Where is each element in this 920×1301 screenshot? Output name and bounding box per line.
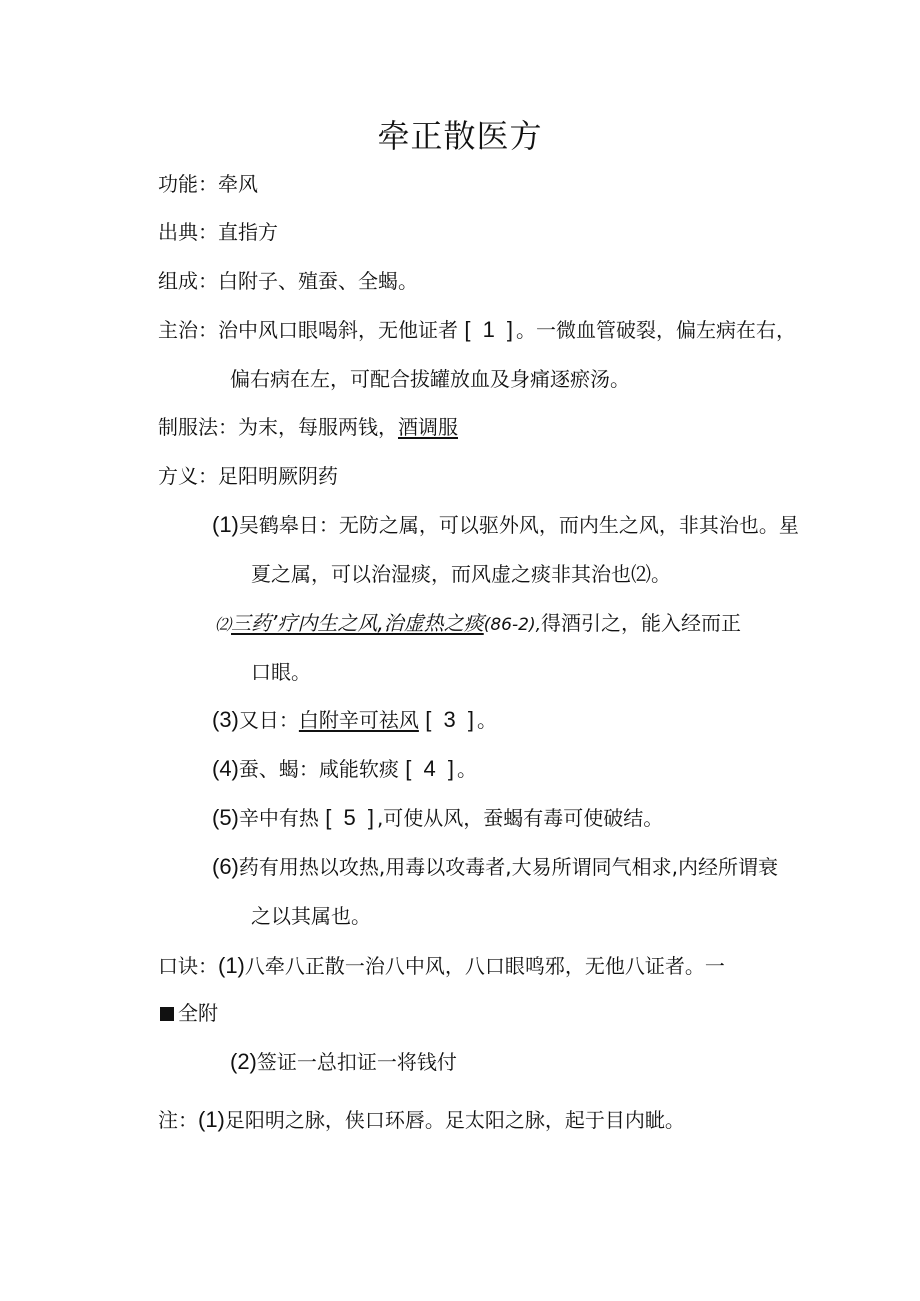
item-text: 吴鹤皋日：无防之属，可以驱外风，而内生之风，非其治也。星 [238, 513, 799, 537]
list-item-continuation: 口眼。 [251, 660, 311, 684]
item-number: (6) [212, 854, 239, 879]
list-item [212, 754, 477, 784]
source-text: 直指方 [218, 220, 278, 244]
mnemonic-line-2 [160, 998, 218, 1028]
mnemonic-text: 八牵八正散一治八中风，八口眼鸣邪，无他八证者。一 [244, 954, 725, 978]
mnemonic-line-3 [230, 1047, 457, 1077]
mnemonic-text-2: 全附 [178, 1001, 218, 1025]
mnemonic-number: (1) [218, 953, 245, 978]
rationale-label: 方义： [158, 464, 218, 488]
list-item-continuation: 夏之属，可以治湿痰，而风虚之痰非其治也⑵。 [251, 562, 671, 586]
source-label: 出典： [158, 220, 218, 244]
function-label: 功能： [158, 172, 218, 196]
list-item [212, 510, 799, 540]
item-tail: 。 [456, 757, 477, 781]
source-line [158, 217, 278, 247]
reference-mark: [ 4 ] [405, 756, 457, 781]
preparation-underlined: 酒调服 [398, 415, 458, 439]
function-text: 牵风 [218, 172, 258, 196]
indication-text: 治中风口眼喝斜，无他证者 [218, 318, 458, 342]
indication-line-2: 偏右病在左，可配合拔罐放血及身痛逐瘀汤。 [230, 367, 630, 391]
note-label: 注： [158, 1108, 198, 1132]
list-item-continuation: 之以其属也。 [251, 904, 371, 928]
preparation-text: 为末，每服两钱， [238, 415, 398, 439]
note-line [158, 1105, 685, 1135]
item-number: (3) [212, 707, 239, 732]
item-tail: 。 [476, 708, 497, 732]
note-text: 足阳明之脉，侠口环唇。足太阳之脉，起于目内眦。 [224, 1108, 685, 1132]
composition-line [158, 266, 418, 296]
rationale-line [158, 461, 338, 491]
reference-mark: [ 3 ] [425, 707, 477, 732]
item-tail: ,可使从风，蚕蝎有毒可使破结。 [376, 806, 664, 830]
item-text: 得酒引之，能入经而正 [541, 611, 741, 635]
reference-mark: [ 5 ] [325, 805, 377, 830]
composition-text: 白附子、殖蚕、全蝎。 [218, 269, 418, 293]
page-title: 牵正散医方 [377, 117, 543, 155]
item-underlined: 白附辛可祛风 [298, 708, 419, 732]
item-text: 药有用热以攻热,用毒以攻毒者,大易所谓同气相求,内经所谓衰 [238, 855, 778, 879]
item-number: (1) [212, 512, 239, 537]
list-item [212, 852, 778, 882]
preparation-line [158, 412, 458, 442]
mnemonic-text-3: 签证一总扣证一将钱付 [256, 1050, 457, 1074]
note-number: (1) [198, 1107, 225, 1132]
preparation-label: 制服法： [158, 415, 238, 439]
item-number: ⑵ [215, 615, 232, 634]
indication-text-2: 。一微血管破裂，偏左病在右， [516, 318, 797, 342]
item-paren: (86-2), [483, 615, 541, 635]
square-bullet-icon [160, 1007, 174, 1021]
indication-label: 主治： [158, 318, 218, 342]
mnemonic-line [158, 951, 725, 981]
list-item [212, 705, 497, 735]
item-text: 又日： [238, 708, 299, 732]
item-number: (5) [212, 805, 239, 830]
function-line [158, 169, 258, 199]
item-italic-text: 三药’疗内生之风,治虚热之痰 [231, 611, 484, 635]
item-number: (4) [212, 756, 239, 781]
item-text: 蚕、蝎：咸能软痰 [238, 757, 399, 781]
list-item [212, 803, 663, 833]
composition-label: 组成： [158, 269, 218, 293]
item-text: 辛中有热 [238, 806, 319, 830]
rationale-text: 足阳明厥阴药 [218, 464, 338, 488]
indication-line [158, 315, 796, 345]
list-item [215, 608, 741, 640]
mnemonic-number-2: (2) [230, 1049, 257, 1074]
mnemonic-label: 口诀： [158, 954, 218, 978]
reference-mark: [ 1 ] [464, 317, 517, 342]
